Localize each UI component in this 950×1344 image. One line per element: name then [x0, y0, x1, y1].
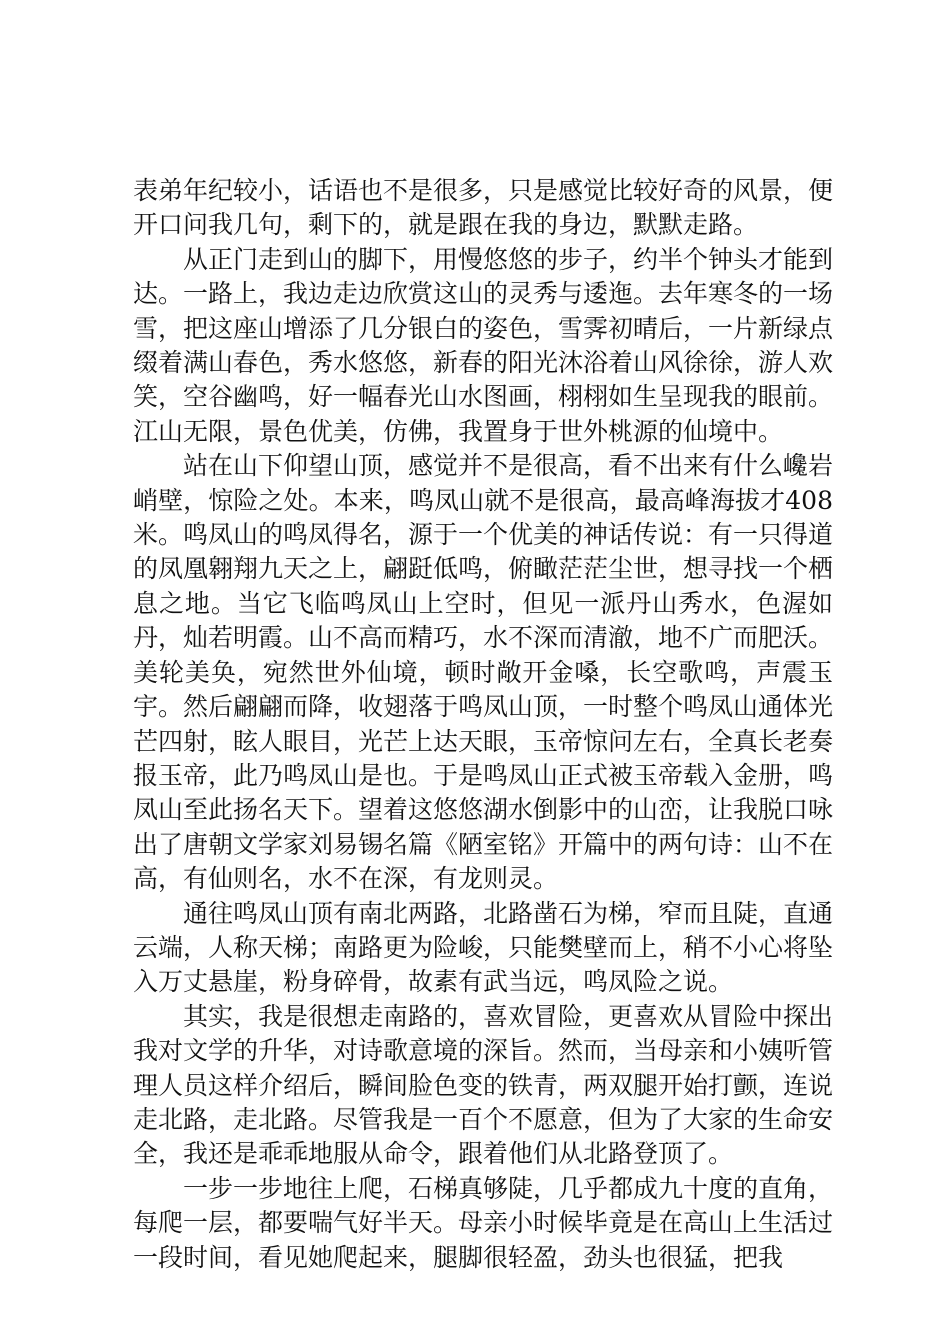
- document-body: [133, 174, 833, 1275]
- paragraph-1: 表弟年纪较小，话语也不是很多，只是感觉比较好奇的风景，便开口问我几句，剩下的，就是跟在我的身边，默默走路。: [133, 176, 834, 240]
- paragraph-5: 其实，我是很想走南路的，喜欢冒险，更喜欢从冒险中探出我对文学的升华，对诗歌意境的深旨。然而，当母亲和小姨听管理人员这样介绍后，瞬间脸色变的铁青，两双腿开始打颤，连说走北路，走北路。尽管我是一百个不愿意，但为了大家的生命安全，我还是乖乖地服从命令，跟着他们从北路登顶了。: [133, 1001, 834, 1169]
- paragraph-6: 一步一步地往上爬，石梯真够陡，几乎都成九十度的直角，每爬一层，都要喘气好半天。母亲小时候毕竟是在高山上生活过一段时间，看见她爬起来，腿脚很轻盈，劲头也很猛，把我: [133, 1173, 834, 1272]
- paragraph-2: 从正门走到山的脚下，用慢悠悠的步子，约半个钟头才能到达。一路上，我边走边欣赏这山的灵秀与逶迤。去年寒冬的一场雪，把这座山增添了几分银白的姿色，雪霁初晴后，一片新绿点缀着满山春色，秀水悠悠，新春的阳光沐浴着山风徐徐，游人欢笑，空谷幽鸣，好一幅春光山水图画，栩栩如生呈现我的眼前。江山无限，景色优美，仿佛，我置身于世外桃源的仙境中。: [133, 244, 834, 446]
- paragraph-4: 通往鸣凤山顶有南北两路，北路凿石为梯，窄而且陡，直通云端，人称天梯；南路更为险峻，只能樊壁而上，稍不小心将坠入万丈悬崖，粉身碎骨，故素有武当远，鸣凤险之说。: [133, 898, 834, 997]
- paragraph-3: 站在山下仰望山顶，感觉并不是很高，看不出来有什么巉岩峭壁，惊险之处。本来，鸣凤山就不是很高，最高峰海拔才408米。鸣凤山的鸣凤得名，源于一个优美的神话传说：有一只得道的凤凰翱翔九天之上，翩跹低鸣，俯瞰茫茫尘世，想寻找一个栖息之地。当它飞临鸣凤山上空时，但见一派丹山秀水，色渥如丹，灿若明霞。山不高而精巧，水不深而清澈，地不广而肥沃。美轮美奂，宛然世外仙境，顿时敞开金嗓，长空歌鸣，声震玉宇。然后翩翩而降，收翅落于鸣凤山顶，一时整个鸣凤山通体光芒四射，眩人眼目，光芒上达天眼，玉帝惊问左右，全真长老奏报玉帝，此乃鸣凤山是也。于是鸣凤山正式被玉帝载入金册，鸣凤山至此扬名天下。望着这悠悠湖水倒影中的山峦，让我脱口咏出了唐朝文学家刘易锡名篇《陋室铭》开篇中的两句诗：山不在高，有仙则名，水不在深，有龙则灵。: [133, 451, 834, 894]
